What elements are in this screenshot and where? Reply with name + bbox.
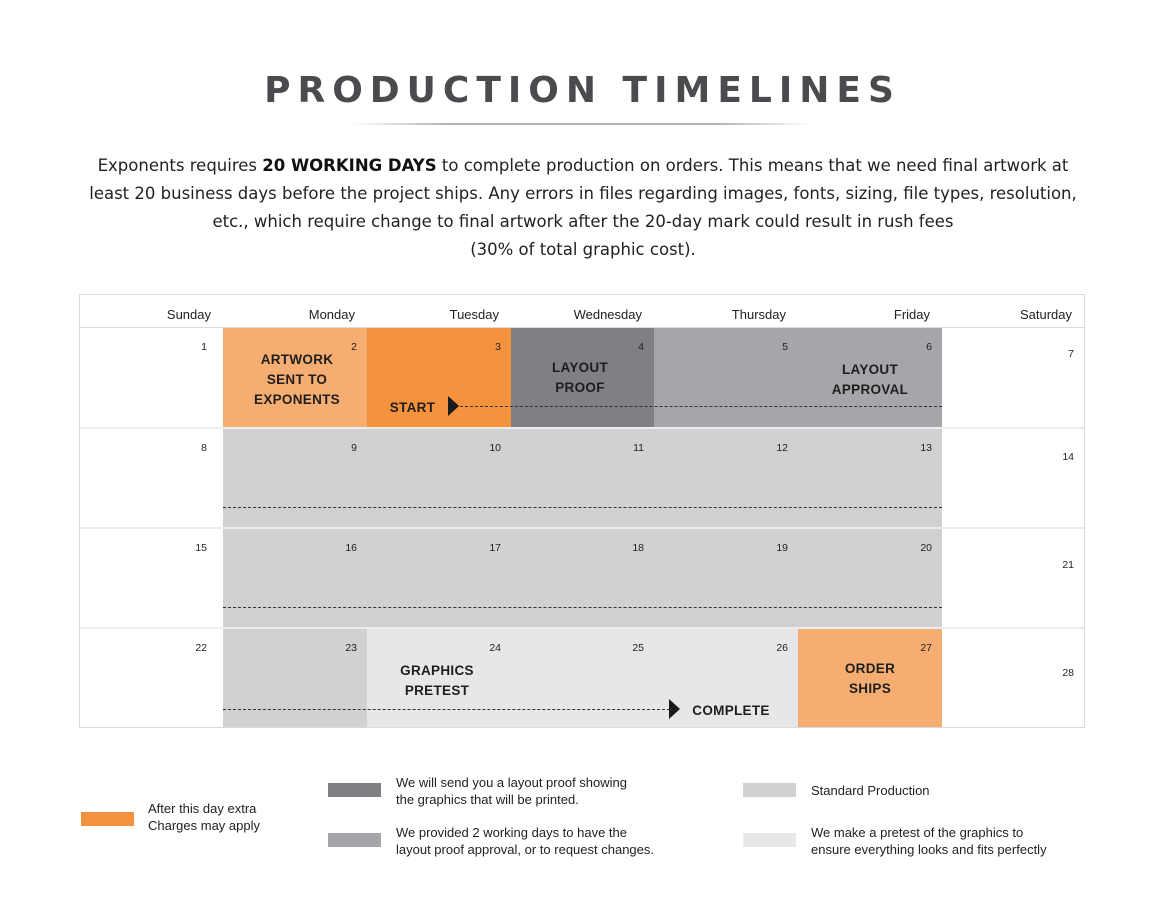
calendar-day-cell bbox=[942, 429, 1084, 529]
calendar-day-cell bbox=[942, 529, 1084, 629]
intro-text-start: Exponents requires bbox=[97, 156, 263, 175]
calendar-day-cell bbox=[223, 429, 367, 529]
calendar-day-cell bbox=[654, 529, 798, 629]
intro-paragraph bbox=[78, 152, 1088, 236]
event-start: START bbox=[389, 400, 436, 415]
calendar-day-cell bbox=[80, 429, 223, 529]
day-number: 19 bbox=[776, 542, 788, 554]
day-number: 27 bbox=[920, 642, 932, 654]
event-graphics-pretest: GRAPHICS PRETEST bbox=[400, 663, 474, 698]
day-number: 18 bbox=[632, 542, 644, 554]
day-number: 17 bbox=[489, 542, 501, 554]
day-number: 20 bbox=[920, 542, 932, 554]
page-title: PRODUCTION TIMELINES bbox=[264, 70, 901, 111]
calendar-day-cell bbox=[654, 429, 798, 529]
calendar-day-cell bbox=[367, 429, 511, 529]
calendar-day-cell bbox=[223, 529, 367, 629]
calendar-day-cell bbox=[942, 328, 1084, 429]
weekday-header-saturday: Saturday bbox=[1019, 307, 1072, 322]
production-calendar bbox=[79, 294, 1085, 728]
event-layout-proof: LAYOUT PROOF bbox=[551, 360, 609, 395]
day-number: 5 bbox=[782, 341, 788, 353]
intro-text-rest: to complete production on orders. This means that we need final artwork at least 20 business days before the project ships. Any errors in files regarding images, fonts, sizing, file types, resolution, etc., which require change to final artwork after the 20-day mark could result in rush fees bbox=[89, 156, 1077, 231]
intro-highlight: 20 WORKING DAYS bbox=[262, 156, 437, 175]
weekday-header-thursday: Thursday bbox=[731, 307, 786, 322]
calendar-day-cell bbox=[511, 429, 654, 529]
legend-extra-charges: After this day extra Charges may apply bbox=[148, 801, 260, 833]
legend-swatch-extra-charges bbox=[81, 812, 134, 826]
timeline-dashed-line bbox=[223, 607, 942, 608]
day-number: 28 bbox=[1062, 667, 1074, 679]
calendar-day-cell bbox=[511, 629, 654, 727]
timeline-dashed-line bbox=[223, 507, 942, 508]
day-number: 12 bbox=[776, 442, 788, 454]
legend-layout-proof: We will send you a layout proof showing the graphics that will be printed. bbox=[396, 775, 627, 807]
weekday-header-sunday: Sunday bbox=[166, 307, 211, 322]
day-number: 8 bbox=[201, 442, 207, 454]
week-divider bbox=[80, 527, 1084, 529]
calendar-day-cell bbox=[80, 629, 223, 727]
start-arrow-icon bbox=[448, 396, 459, 416]
day-number: 16 bbox=[345, 542, 357, 554]
title-divider bbox=[352, 123, 812, 125]
week-divider bbox=[80, 427, 1084, 429]
legend-approval: We provided 2 working days to have the layout proof approval, or to request changes. bbox=[396, 825, 654, 857]
legend-swatch-standard bbox=[743, 783, 796, 797]
calendar-day-cell bbox=[80, 529, 223, 629]
day-number: 26 bbox=[776, 642, 788, 654]
day-number: 10 bbox=[489, 442, 501, 454]
legend-swatch-pretest bbox=[743, 833, 796, 847]
day-number: 9 bbox=[351, 442, 357, 454]
day-number: 11 bbox=[633, 442, 644, 454]
day-number: 21 bbox=[1062, 559, 1074, 571]
day-number: 24 bbox=[489, 642, 501, 654]
day-number: 13 bbox=[920, 442, 932, 454]
calendar-day-cell bbox=[798, 429, 942, 529]
weekday-header-monday: Monday bbox=[308, 307, 355, 322]
calendar-day-cell bbox=[80, 328, 223, 429]
timeline-dashed-line bbox=[460, 406, 942, 407]
day-number: 2 bbox=[351, 341, 357, 353]
intro-text bbox=[78, 152, 1088, 264]
legend-swatch-approval bbox=[328, 833, 381, 847]
day-number: 3 bbox=[495, 341, 501, 353]
day-number: 7 bbox=[1068, 348, 1074, 360]
calendar-day-cell bbox=[654, 328, 798, 429]
day-number: 1 bbox=[201, 341, 207, 353]
weekday-header-wednesday: Wednesday bbox=[573, 307, 642, 322]
day-number: 22 bbox=[195, 642, 207, 654]
calendar-day-cell bbox=[367, 529, 511, 629]
calendar-day-cell bbox=[798, 529, 942, 629]
day-number: 23 bbox=[345, 642, 357, 654]
event-artwork-sent: ARTWORK SENT TO EXPONENTS bbox=[254, 352, 340, 407]
calendar-day-cell bbox=[223, 629, 367, 727]
day-number: 14 bbox=[1062, 451, 1074, 463]
event-order-ships: ORDER SHIPS bbox=[844, 661, 896, 696]
legend-swatch-layout-proof bbox=[328, 783, 381, 797]
timeline-dashed-line bbox=[223, 709, 670, 710]
complete-arrow-icon bbox=[669, 699, 680, 719]
intro-fee-note: (30% of total graphic cost). bbox=[470, 240, 696, 259]
day-number: 15 bbox=[195, 542, 207, 554]
weekday-header-friday: Friday bbox=[893, 307, 930, 322]
event-complete: COMPLETE bbox=[692, 703, 770, 718]
weekday-header-tuesday: Tuesday bbox=[449, 307, 499, 322]
event-layout-approval: LAYOUT APPROVAL bbox=[831, 362, 909, 397]
legend-standard: Standard Production bbox=[811, 783, 930, 798]
day-number: 4 bbox=[638, 341, 644, 353]
calendar-day-cell bbox=[942, 629, 1084, 727]
day-number: 6 bbox=[926, 341, 932, 353]
calendar-day-cell bbox=[511, 529, 654, 629]
week-divider bbox=[80, 627, 1084, 629]
day-number: 25 bbox=[632, 642, 644, 654]
legend-pretest: We make a pretest of the graphics to ensure everything looks and fits perfectly bbox=[811, 825, 1047, 857]
